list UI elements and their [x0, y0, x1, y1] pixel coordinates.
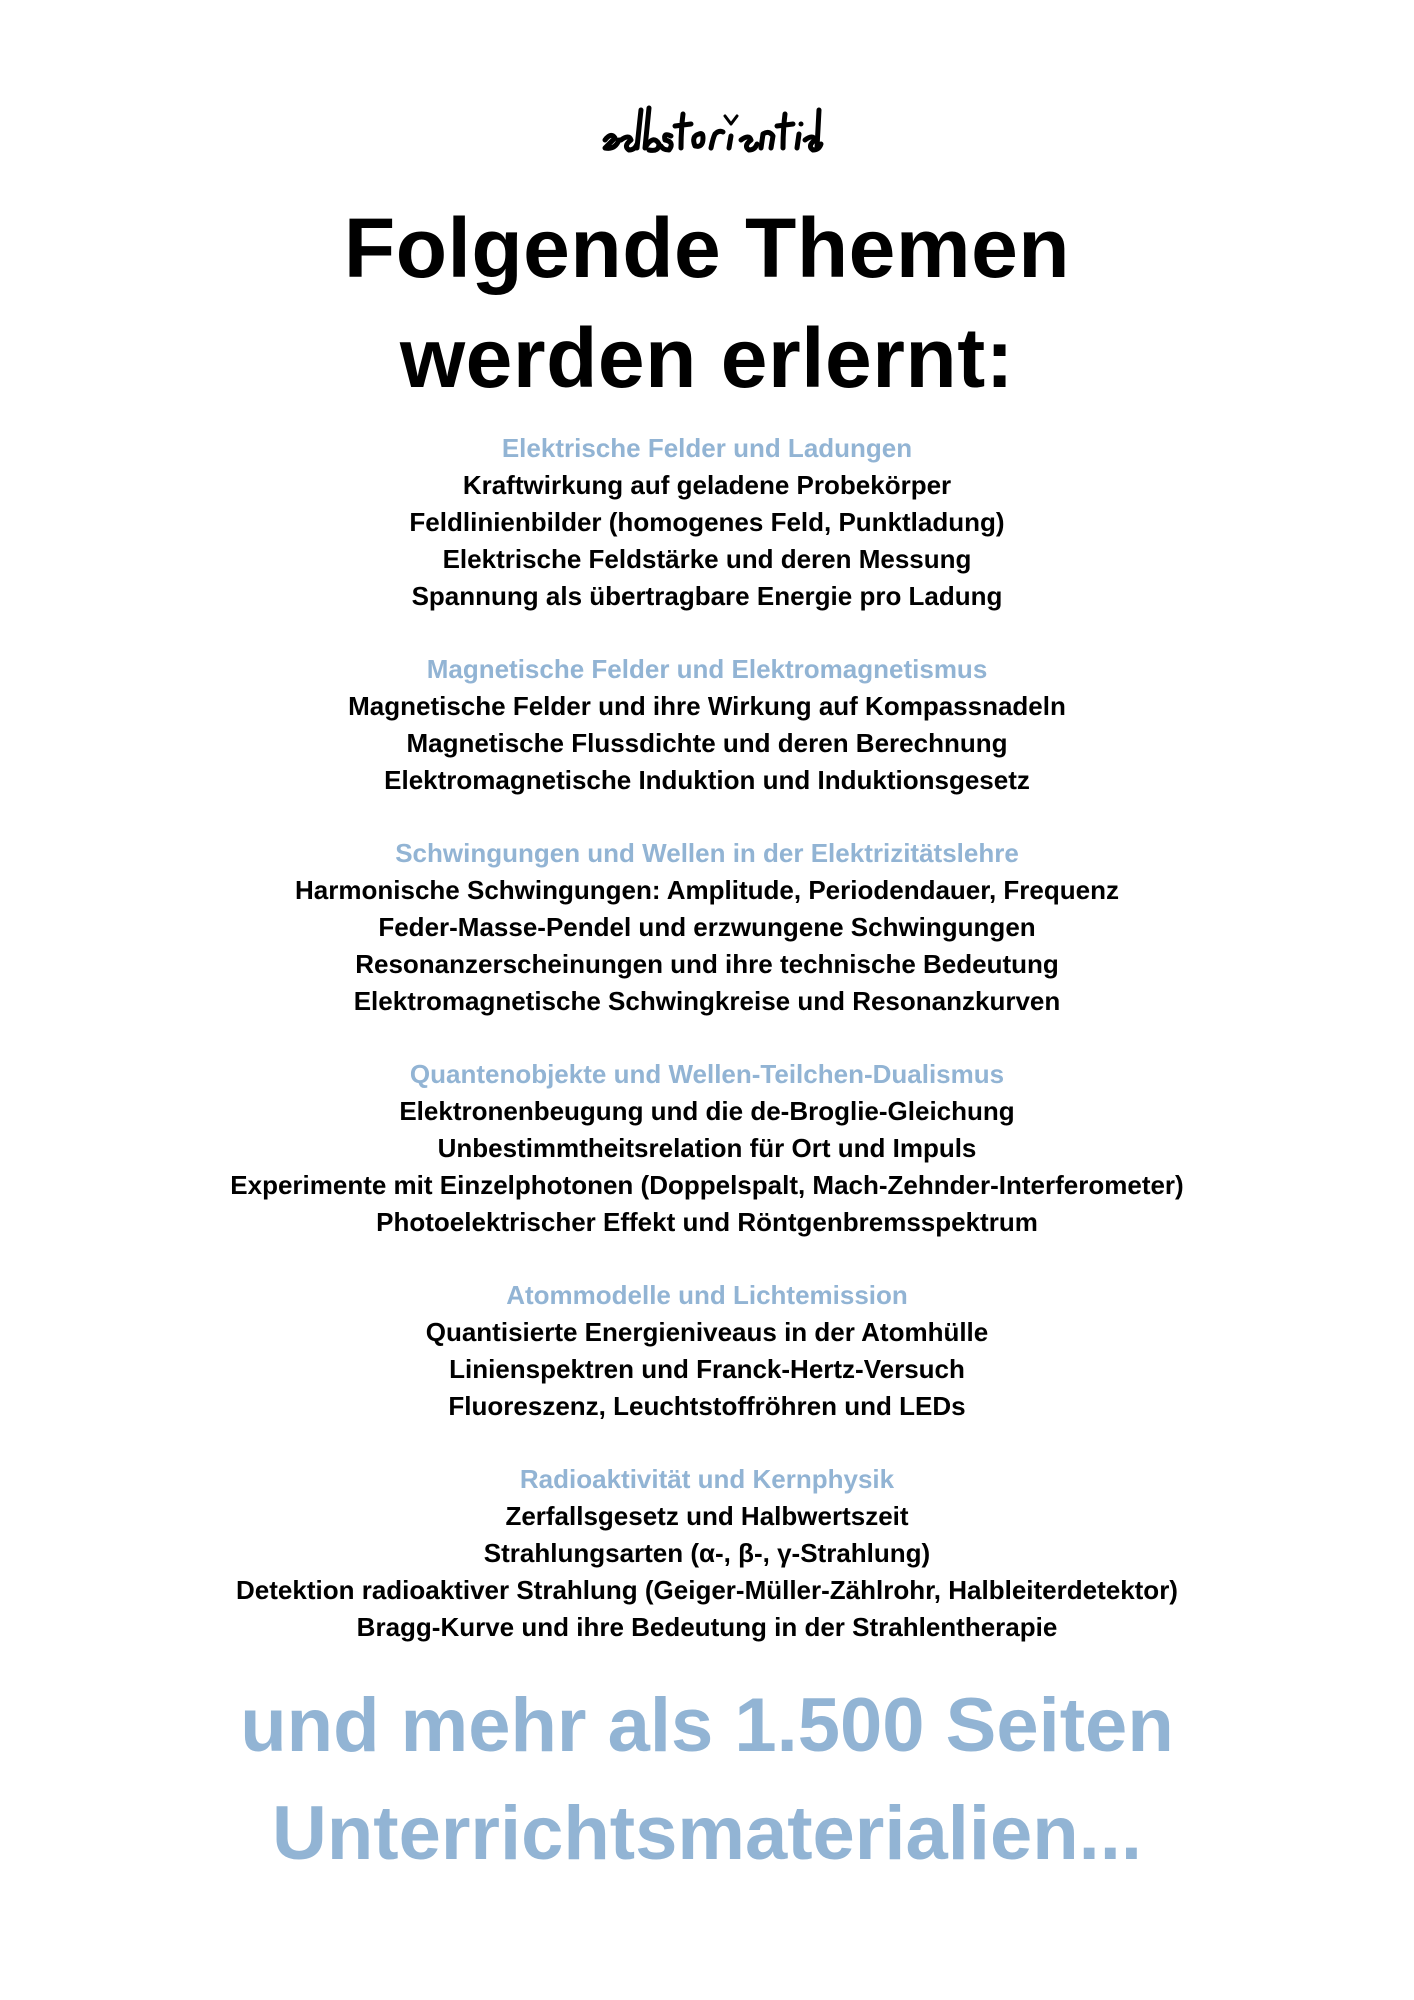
topic-item: Magnetische Felder und ihre Wirkung auf Kompassnadeln	[348, 691, 1066, 721]
footer-tagline-line-2: Unterrichtsmaterialien...	[271, 1791, 1143, 1876]
section-heading: Elektrische Felder und Ladungen	[501, 433, 913, 463]
page-title-line-1: Folgende Themen	[343, 201, 1071, 295]
topic-item: Quantisierte Energieniveaus in der Atomhülle	[425, 1317, 989, 1347]
topic-item: Elektromagnetische Schwingkreise und Resonanzkurven	[353, 986, 1061, 1016]
topic-item: Detektion radioaktiver Strahlung (Geiger-Müller-Zählrohr, Halbleiterdetektor)	[236, 1575, 1178, 1605]
topic-item: Strahlungsarten (α-, β-, γ-Strahlung)	[483, 1538, 931, 1568]
topic-item: Unbestimmtheitsrelation für Ort und Impuls	[437, 1133, 977, 1163]
topic-item: Elektronenbeugung und die de-Broglie-Gleichung	[399, 1096, 1015, 1126]
topic-section-radioactivity	[0, 1461, 1414, 1646]
topic-section-atomic-models	[0, 1277, 1414, 1425]
page-title-line-2: werden erlernt:	[399, 311, 1015, 405]
topic-item: Elektromagnetische Induktion und Induktionsgesetz	[384, 765, 1030, 795]
topic-section-oscillations	[0, 835, 1414, 1020]
topic-item: Elektrische Feldstärke und deren Messung	[442, 544, 972, 574]
topic-item: Spannung als übertragbare Energie pro Ladung	[411, 581, 1003, 611]
section-heading: Radioaktivität und Kernphysik	[519, 1464, 895, 1494]
topic-item: Bragg-Kurve und ihre Bedeutung in der Strahlentherapie	[356, 1612, 1058, 1642]
topic-item: Photoelektrischer Effekt und Röntgenbremsspektrum	[376, 1207, 1038, 1237]
topic-section-quantum-objects	[0, 1056, 1414, 1241]
topic-item: Feldlinienbilder (homogenes Feld, Punktladung)	[409, 507, 1005, 537]
section-heading: Magnetische Felder und Elektromagnetismus	[426, 654, 988, 684]
topics-list	[0, 430, 1414, 1682]
topic-item: Zerfallsgesetz und Halbwertszeit	[505, 1501, 909, 1531]
topic-section-electric-fields	[0, 430, 1414, 615]
section-heading: Quantenobjekte und Wellen-Teilchen-Dualismus	[409, 1059, 1005, 1089]
topic-item: Linienspektren und Franck-Hertz-Versuch	[449, 1354, 965, 1384]
topic-item: Experimente mit Einzelphotonen (Doppelspalt, Mach-Zehnder-Interferometer)	[230, 1170, 1184, 1200]
section-heading: Schwingungen und Wellen in der Elektrizitätslehre	[395, 838, 1019, 868]
topic-item: Resonanzerscheinungen und ihre technische Bedeutung	[355, 949, 1059, 979]
footer-tagline-line-1: und mehr als 1.500 Seiten	[240, 1683, 1174, 1768]
topic-item: Feder-Masse-Pendel und erzwungene Schwingungen	[378, 912, 1036, 942]
brand-logo	[597, 96, 825, 166]
topic-item: Harmonische Schwingungen: Amplitude, Periodendauer, Frequenz	[295, 875, 1119, 905]
topic-item: Fluoreszenz, Leuchtstoffröhren und LEDs	[448, 1391, 966, 1421]
topic-item: Kraftwirkung auf geladene Probekörper	[462, 470, 952, 500]
topic-section-magnetic-fields	[0, 651, 1414, 799]
topic-item: Magnetische Flussdichte und deren Berechnung	[406, 728, 1008, 758]
section-heading: Atommodelle und Lichtemission	[506, 1280, 908, 1310]
